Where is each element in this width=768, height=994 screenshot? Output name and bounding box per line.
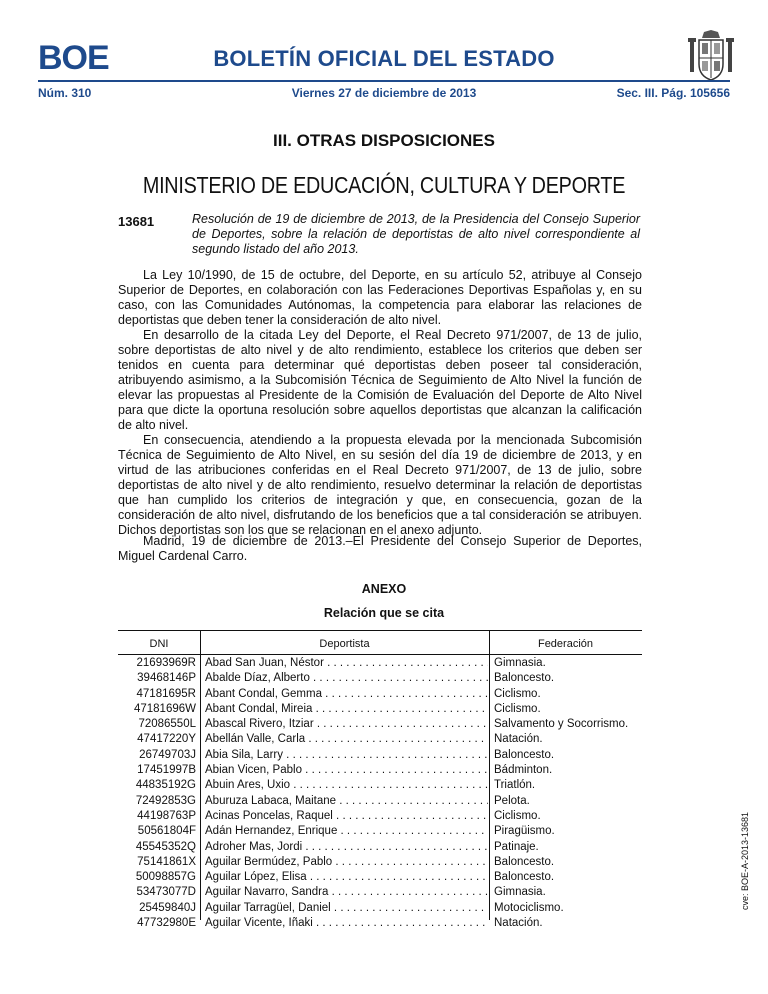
athlete-cell: Aguilar Vicente, Iñaki . . . bbox=[205, 916, 488, 931]
table-row bbox=[118, 778, 642, 793]
resolution-title: Resolución de 19 de diciembre de 2013, de la Presidencia del Consejo Superior de Deportes, sobre la relación de deportistas de alto nivel correspondiente al segundo listado del año 2013. bbox=[192, 212, 640, 256]
column-header-federation: Federación bbox=[537, 638, 594, 650]
column-header-name: Deportista bbox=[319, 638, 370, 650]
page-header bbox=[0, 0, 768, 100]
athlete-cell: Abian Vicen, Pablo . . . bbox=[205, 763, 488, 778]
table-top-rule bbox=[118, 630, 642, 631]
athlete-cell: Abascal Rivero, Itziar . . . bbox=[205, 717, 488, 732]
federation-cell: Motociclismo. bbox=[494, 901, 564, 914]
table-row bbox=[118, 671, 642, 686]
dni-cell: 45545352Q bbox=[135, 840, 196, 853]
federation-cell: Pelota. bbox=[494, 794, 530, 807]
table-row bbox=[118, 840, 642, 855]
athlete-cell: Abant Condal, Mireia . . . bbox=[205, 702, 488, 717]
athlete-cell: Abellán Valle, Carla . . . bbox=[205, 732, 488, 747]
dni-cell: 47181695R bbox=[136, 687, 196, 700]
table-row bbox=[118, 732, 642, 747]
issue-number: Núm. 310 bbox=[38, 86, 92, 100]
table-row bbox=[118, 901, 642, 916]
athlete-cell: Aguilar Navarro, Sandra . . . bbox=[205, 885, 488, 900]
federation-cell: Baloncesto. bbox=[494, 871, 555, 884]
signature-block bbox=[118, 534, 642, 564]
federation-cell: Ciclismo. bbox=[494, 809, 541, 822]
table-row bbox=[118, 687, 642, 702]
athletes-table bbox=[118, 656, 642, 931]
svg-text:BOE: BOE bbox=[38, 40, 109, 72]
athlete-cell: Aguilar López, Elisa . . . bbox=[205, 870, 488, 885]
dni-cell: 47732980E bbox=[137, 917, 196, 930]
federation-cell: Triatlón. bbox=[494, 779, 536, 792]
dni-cell: 50098857G bbox=[135, 871, 196, 884]
athlete-cell: Aguilar Bermúdez, Pablo . . . bbox=[205, 855, 488, 870]
dni-cell: 39468146P bbox=[137, 672, 196, 685]
dni-cell: 17451997B bbox=[137, 764, 196, 777]
athlete-cell: Aburuza Labaca, Maitane . . . bbox=[205, 794, 488, 809]
federation-cell: Gimnasia. bbox=[494, 657, 546, 669]
federation-cell: Baloncesto. bbox=[494, 672, 555, 685]
table-row bbox=[118, 870, 642, 885]
body-paragraph: En desarrollo de la citada Ley del Deporte, el Real Decreto 971/2007, de 13 de julio, sobre deportistas de alto nivel y de alto rendimiento, establece los criterios que deben ser tenidos en cuenta para determinar qué deportistas deben poseer tal consideración, atribuyendo asimismo, a la Subcomisión Técnica de Seguimiento de Alto Nivel la función de elevar las propuestas al Presidente de la Comisión de Evaluación del Deporte de Alto Nivel para que dicte la oportuna resolución sobre aquellos deportistas que alcanzan la calificación de alto nivel. bbox=[118, 328, 642, 432]
annex-subtitle: Relación que se cita bbox=[323, 606, 445, 620]
federation-cell: Piragüismo. bbox=[494, 825, 555, 838]
dni-cell: 72492853G bbox=[135, 794, 196, 807]
athlete-cell: Adroher Mas, Jordi . . . bbox=[205, 840, 488, 855]
dni-cell: 72086550L bbox=[138, 718, 196, 731]
athlete-cell: Adán Hernandez, Enrique . . . bbox=[205, 824, 488, 839]
table-row bbox=[118, 824, 642, 839]
table-row bbox=[118, 855, 642, 870]
athlete-cell: Abuin Ares, Uxio . . . bbox=[205, 778, 488, 793]
column-header-dni: DNI bbox=[149, 638, 169, 650]
dni-cell: 50561804F bbox=[137, 825, 196, 838]
federation-cell: Natación. bbox=[494, 733, 543, 746]
federation-cell: Patinaje. bbox=[494, 840, 539, 853]
body-paragraph: La Ley 10/1990, de 15 de octubre, del Deporte, en su artículo 52, atribuye al Consejo Superior de Deportes, en colaboración con las Federaciones Deportivas Españolas y, en su caso, con las Comunidades Autónomas, la competencia para elaborar las relaciones de deportistas que deben tener la consideración de alto nivel. bbox=[118, 268, 642, 327]
dni-cell: 47181696W bbox=[133, 702, 196, 715]
section-page: Sec. III. Pág. 105656 bbox=[616, 86, 730, 100]
resolution-number: 13681 bbox=[118, 214, 155, 229]
athlete-cell: Aguilar Tarragüel, Daniel . . . bbox=[205, 901, 488, 916]
table-row bbox=[118, 748, 642, 763]
federation-cell: Baloncesto. bbox=[494, 855, 555, 868]
table-header-rule bbox=[118, 654, 642, 655]
cve-identifier: cve: BOE-A-2013-13681 bbox=[740, 811, 750, 910]
athlete-cell: Acinas Poncelas, Raquel . . . bbox=[205, 809, 488, 824]
body-paragraph: En consecuencia, atendiendo a la propuesta elevada por la mencionada Subcomisión Técnica de Seguimiento de Alto Nivel, en su sesión del día 19 de diciembre de 2013, y en virtud de las atribuciones conferidas en el Real Decreto 971/2007, de 13 de julio, sobre deportistas de alto nivel y de alto rendimiento, resuelvo determinar la relación de deportistas que han cumplido los criterios de integración y que, en consecuencia, gozan de la consideración de alto nivel, disfrutando de los beneficios que a tal consideración se atribuyen. Dichos deportistas son los que se relacionan en el anexo adjunto. bbox=[118, 433, 642, 537]
bulletin-title: BOLETÍN OFICIAL DEL ESTADO bbox=[213, 46, 555, 71]
dni-cell: 44835192G bbox=[135, 779, 196, 792]
section-title: III. OTRAS DISPOSICIONES bbox=[273, 131, 495, 150]
federation-cell: Natación. bbox=[494, 917, 543, 930]
table-row bbox=[118, 916, 642, 931]
issue-date: Viernes 27 de diciembre de 2013 bbox=[291, 86, 477, 100]
resolution-body bbox=[118, 268, 642, 538]
table-row bbox=[118, 717, 642, 732]
coat-of-arms-icon bbox=[688, 30, 734, 82]
ministry-title: MINISTERIO DE EDUCACIÓN, CULTURA Y DEPORTE bbox=[142, 172, 626, 198]
athlete-cell: Abad San Juan, Néstor . . . bbox=[205, 656, 488, 671]
table-row bbox=[118, 885, 642, 900]
dni-cell: 47417220Y bbox=[137, 733, 196, 746]
dni-cell: 44198763P bbox=[137, 809, 196, 822]
table-row bbox=[118, 794, 642, 809]
annex-title: ANEXO bbox=[361, 582, 407, 596]
federation-cell: Gimnasia. bbox=[494, 886, 546, 899]
athlete-cell: Abalde Díaz, Alberto . . . bbox=[205, 671, 488, 686]
signature-text: Madrid, 19 de diciembre de 2013.–El Presidente del Consejo Superior de Deportes, Miguel Cardenal Carro. bbox=[118, 534, 642, 563]
dni-cell: 21693969R bbox=[136, 657, 196, 669]
dni-cell: 75141861X bbox=[137, 855, 196, 868]
federation-cell: Baloncesto. bbox=[494, 748, 555, 761]
table-row bbox=[118, 763, 642, 778]
federation-cell: Ciclismo. bbox=[494, 702, 541, 715]
table-row bbox=[118, 656, 642, 671]
federation-cell: Bádminton. bbox=[494, 764, 553, 777]
dni-cell: 53473077D bbox=[136, 886, 196, 899]
federation-cell: Salvamento y Socorrismo. bbox=[494, 718, 629, 731]
athlete-cell: Abia Sila, Larry . . . bbox=[205, 748, 488, 763]
table-row bbox=[118, 809, 642, 824]
dni-cell: 25459840J bbox=[139, 901, 196, 914]
athlete-cell: Abant Condal, Gemma . . . bbox=[205, 687, 488, 702]
federation-cell: Ciclismo. bbox=[494, 687, 541, 700]
header-rule bbox=[38, 80, 730, 82]
table-row bbox=[118, 702, 642, 717]
dni-cell: 26749703J bbox=[139, 748, 196, 761]
